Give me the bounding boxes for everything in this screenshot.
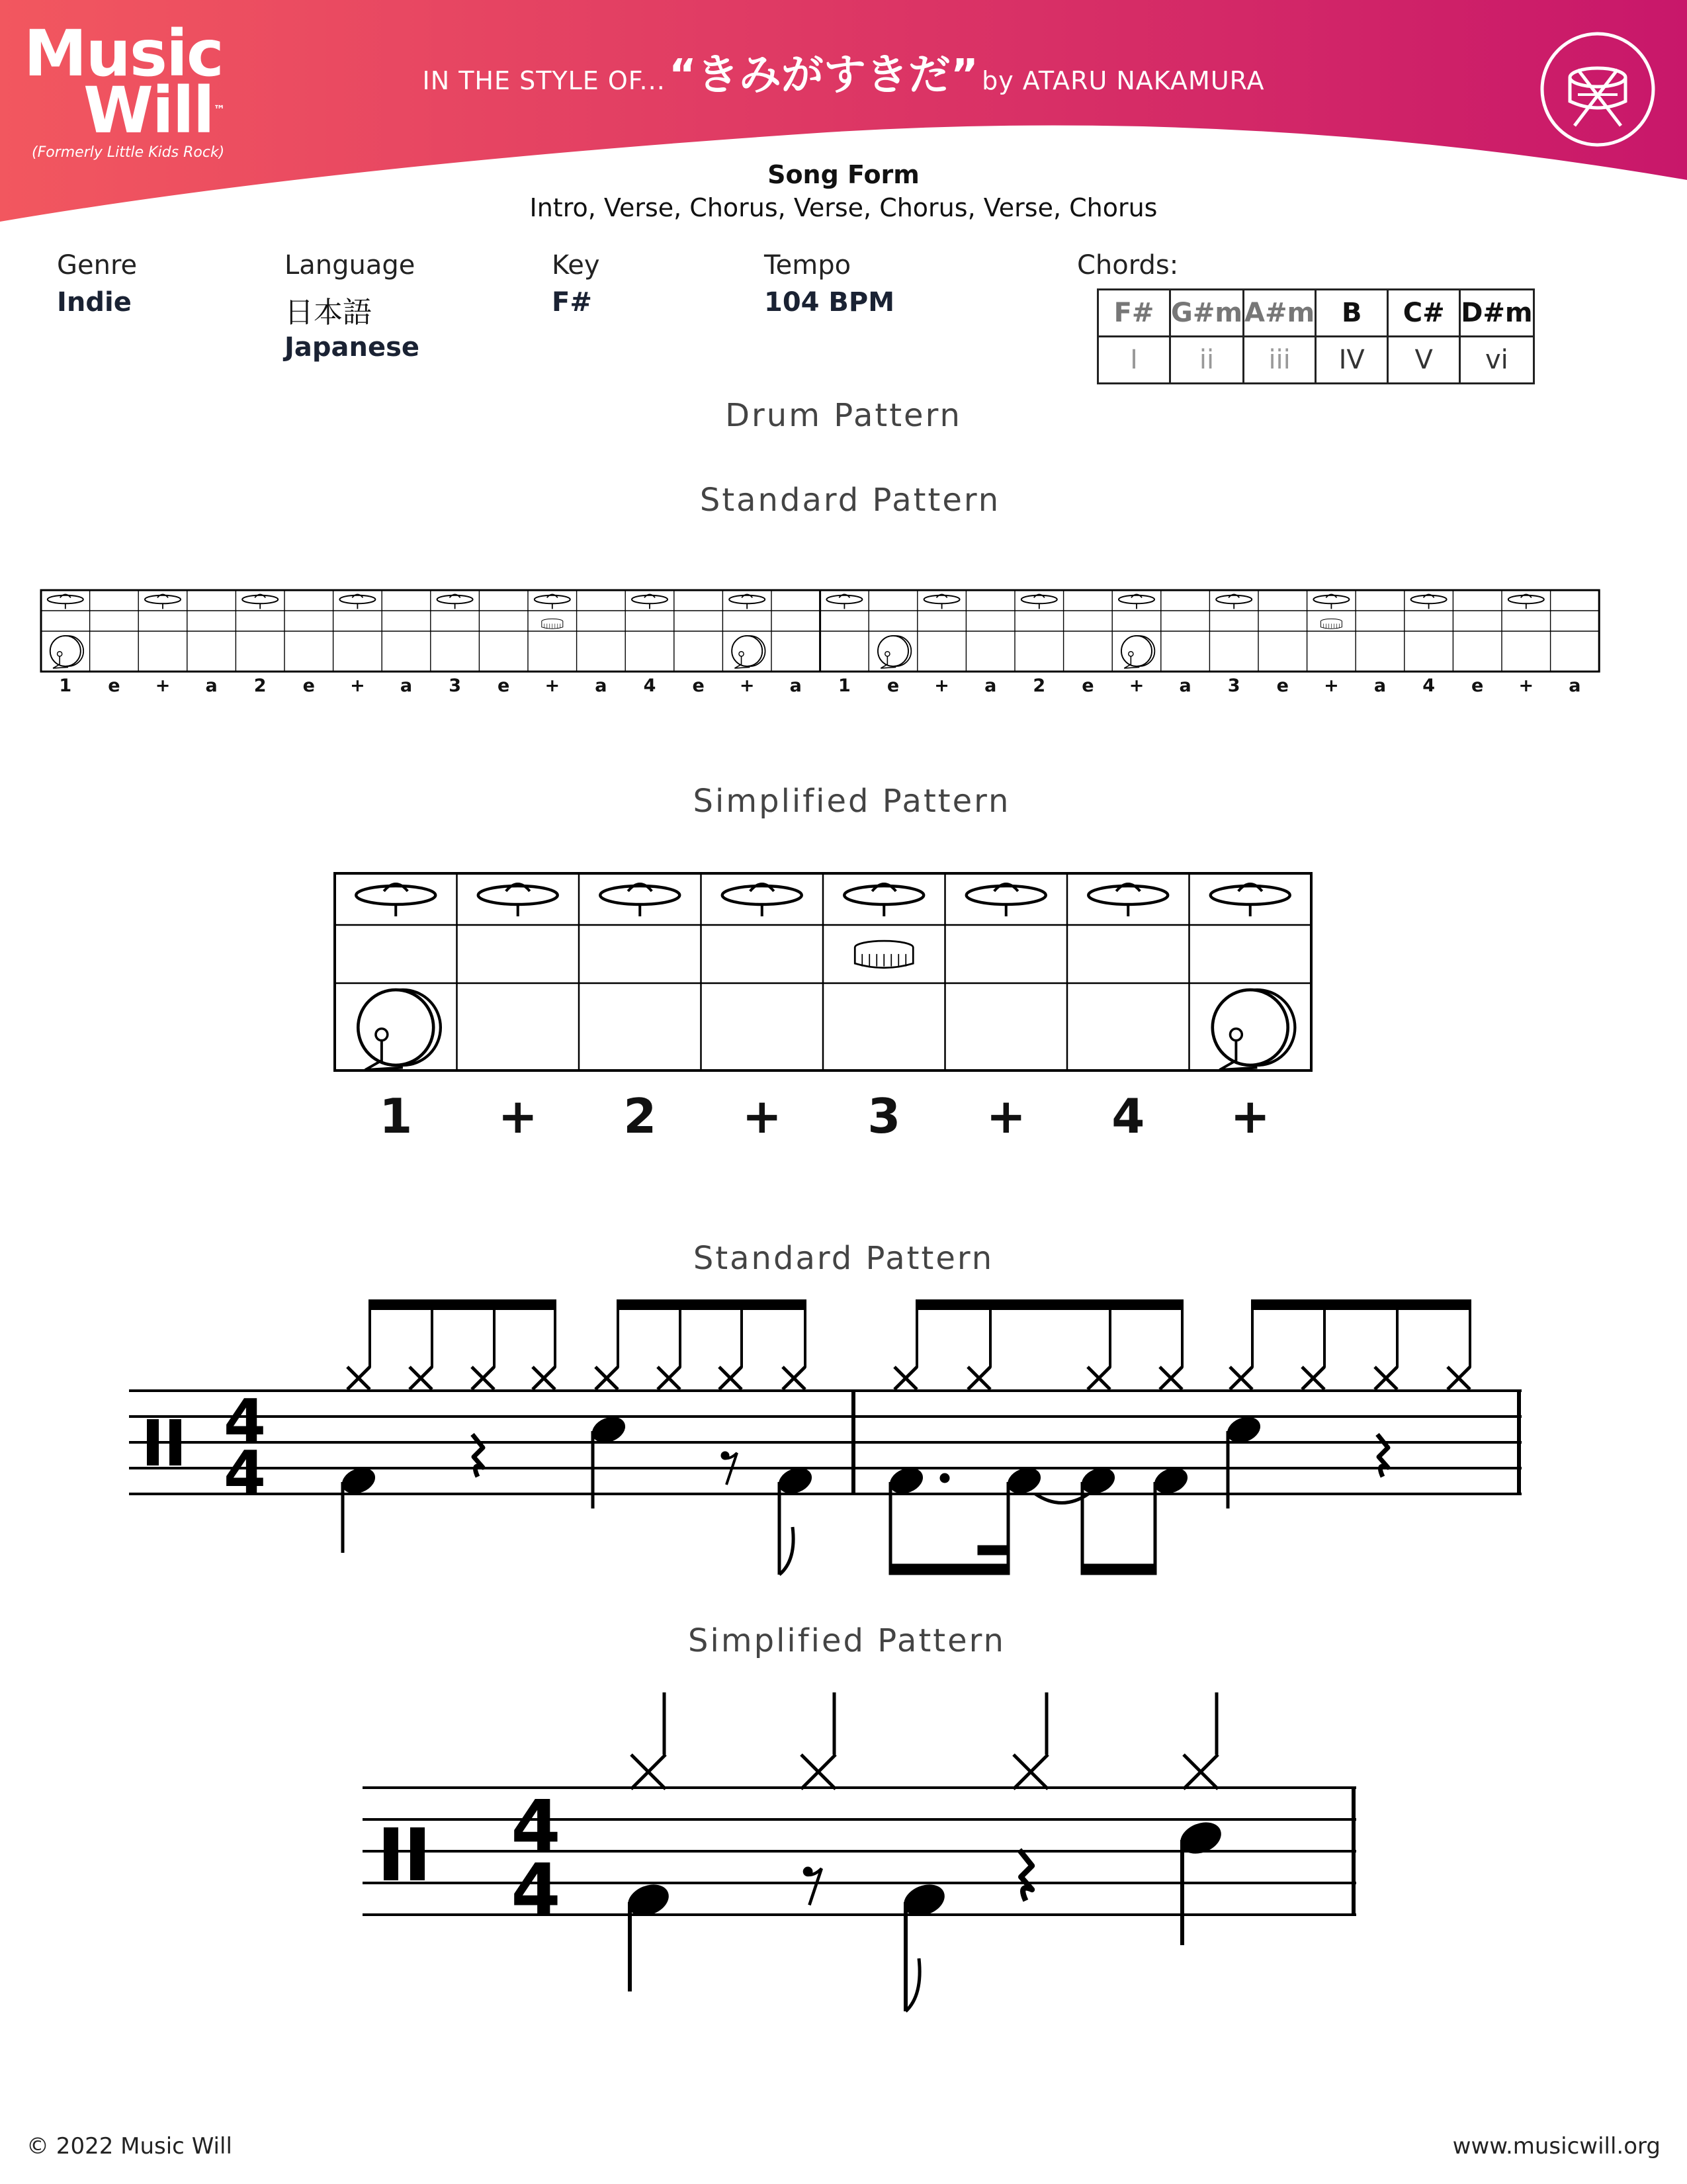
style-prefix: IN THE STYLE OF... — [422, 66, 666, 95]
count-label: e — [692, 676, 705, 696]
language-label: Language — [284, 250, 415, 281]
time-signature — [224, 1386, 266, 1508]
key-label: Key — [552, 250, 600, 281]
chord-numeral: V — [1388, 337, 1460, 384]
svg-text:4: 4 — [223, 1438, 267, 1508]
hihat-note — [595, 1302, 618, 1389]
chord-name: G#m — [1170, 290, 1244, 337]
tempo-value: 104 BPM — [764, 287, 895, 318]
chord-numeral: IV — [1316, 337, 1388, 384]
hihat-note — [783, 1302, 805, 1389]
svg-text:4: 4 — [511, 1849, 561, 1932]
chord-numeral-row — [1098, 337, 1534, 384]
beam — [368, 1299, 556, 1310]
count-label: a — [1373, 676, 1387, 696]
count-label: 2 — [253, 676, 267, 696]
svg-text:4: 4 — [223, 1386, 267, 1457]
copyright: © 2022 Music Will — [26, 2133, 232, 2160]
count-label: a — [205, 676, 218, 696]
count-label: e — [1082, 676, 1094, 696]
standard-pattern-notation — [0, 1284, 1687, 1588]
kick-note — [886, 1463, 927, 1568]
kick-note — [899, 1879, 949, 2011]
beam — [978, 1546, 1010, 1555]
chord-name: D#m — [1460, 290, 1534, 337]
chord-table — [1097, 288, 1535, 384]
simplified-pattern-grid — [0, 867, 1687, 1145]
standard-grid-heading: Standard Pattern — [699, 482, 1001, 519]
count-label: e — [302, 676, 315, 696]
count-label: 3 — [867, 1088, 901, 1144]
simplified-pattern-notation — [0, 1681, 1687, 2025]
chord-numeral: I — [1098, 337, 1170, 384]
chords-label: Chords: — [1077, 250, 1179, 281]
count-label: + — [934, 676, 949, 696]
snare-note — [1176, 1817, 1226, 1945]
kick-note — [338, 1463, 379, 1553]
chord-numeral: vi — [1460, 337, 1534, 384]
count-label: + — [739, 676, 755, 696]
hihat-note — [410, 1302, 432, 1389]
count-label: a — [789, 676, 802, 696]
count-label: + — [497, 1088, 538, 1144]
song-title: “きみがすきだ” — [668, 51, 978, 100]
count-label: a — [400, 676, 413, 696]
count-label: + — [986, 1088, 1026, 1144]
hihat-note — [658, 1302, 680, 1389]
count-label: + — [1129, 676, 1145, 696]
tie — [1035, 1494, 1088, 1503]
count-label: + — [1324, 676, 1339, 696]
dot — [940, 1473, 949, 1483]
quarter-rest — [1377, 1434, 1388, 1477]
kick-note — [775, 1463, 816, 1575]
beam — [617, 1299, 806, 1310]
count-label: e — [108, 676, 120, 696]
time-signature — [511, 1786, 560, 1932]
drum-pattern-heading: Drum Pattern — [725, 397, 962, 434]
count-label: + — [742, 1088, 782, 1144]
count-label: e — [1471, 676, 1484, 696]
simplified-grid-heading: Simplified Pattern — [693, 783, 1011, 820]
count-label: e — [887, 676, 900, 696]
hihat-note — [801, 1692, 836, 1789]
count-label: a — [984, 676, 997, 696]
hihat-note — [1302, 1302, 1324, 1389]
hihat-note — [894, 1302, 917, 1389]
chord-name: F# — [1098, 290, 1170, 337]
song-form-label: Song Form — [767, 160, 920, 189]
tempo-label: Tempo — [764, 250, 851, 281]
svg-text:4: 4 — [511, 1786, 561, 1868]
count-label: a — [595, 676, 607, 696]
beam — [916, 1299, 1184, 1310]
count-label: 1 — [59, 676, 72, 696]
simplified-notation-heading: Simplified Pattern — [688, 1622, 1006, 1659]
header-banner — [0, 0, 1687, 225]
hihat-note — [1014, 1692, 1048, 1789]
kick-note — [1078, 1463, 1119, 1568]
hihat-note — [1184, 1692, 1218, 1789]
beam — [1081, 1564, 1156, 1575]
chord-name: A#m — [1244, 290, 1316, 337]
count-label: a — [1569, 676, 1581, 696]
kick-note — [1150, 1463, 1191, 1568]
logo-word-music: Music — [24, 17, 223, 91]
chord-numeral: ii — [1170, 337, 1244, 384]
genre-label: Genre — [57, 250, 138, 281]
chord-name-row — [1098, 290, 1534, 337]
logo-trademark: ™ — [213, 103, 224, 117]
count-label: 1 — [838, 676, 851, 696]
song-title-line — [0, 41, 1687, 102]
hihat-note — [472, 1302, 494, 1389]
standard-notation-heading: Standard Pattern — [693, 1240, 994, 1277]
snare-icon — [542, 619, 563, 629]
count-label: 3 — [449, 676, 461, 696]
hihat-note — [1375, 1302, 1397, 1389]
count-label: 4 — [1422, 676, 1435, 696]
count-label: + — [544, 676, 560, 696]
hihat-note — [1160, 1302, 1182, 1389]
hihat-note — [968, 1302, 990, 1389]
count-label: + — [350, 676, 365, 696]
artist-name: by ATARU NAKAMURA — [982, 66, 1265, 95]
count-label: 4 — [643, 676, 656, 696]
count-label: e — [497, 676, 510, 696]
count-label: 3 — [1227, 676, 1240, 696]
language-value: Japanese — [284, 332, 420, 363]
count-label: 4 — [1111, 1088, 1145, 1144]
website-link[interactable]: www.musicwill.org — [1452, 2133, 1661, 2160]
logo-word-will: Will — [83, 73, 214, 148]
quarter-rest — [1019, 1850, 1032, 1901]
chord-name: C# — [1388, 290, 1460, 337]
count-label: a — [1179, 676, 1191, 696]
count-label: + — [155, 676, 171, 696]
snare-icon — [1320, 619, 1342, 629]
hihat-note — [347, 1302, 370, 1389]
hihat-note — [1230, 1302, 1252, 1389]
hihat-note — [533, 1302, 555, 1389]
beam — [889, 1564, 1010, 1575]
chord-name: B — [1316, 290, 1388, 337]
count-label: 2 — [623, 1088, 657, 1144]
key-value: F# — [552, 287, 592, 318]
logo-tagline: (Formerly Little Kids Rock) — [32, 144, 225, 161]
count-label: + — [1230, 1088, 1270, 1144]
percussion-clef — [384, 1827, 425, 1880]
count-label: 2 — [1033, 676, 1046, 696]
quarter-rest — [472, 1434, 483, 1477]
chord-numeral: iii — [1244, 337, 1316, 384]
song-form-value: Intro, Verse, Chorus, Verse, Chorus, Verse, Chorus — [529, 193, 1158, 222]
standard-pattern-grid — [0, 582, 1687, 701]
hihat-note — [1448, 1302, 1470, 1389]
drum-icon — [1538, 30, 1657, 149]
beam — [1251, 1299, 1471, 1310]
hihat-note — [719, 1302, 742, 1389]
genre-value: Indie — [57, 287, 132, 318]
hihat-notes — [347, 1299, 1471, 1389]
count-label: + — [1518, 676, 1534, 696]
staff-lines — [129, 1391, 1522, 1494]
eighth-rest — [803, 1867, 822, 1905]
hihat-note — [1088, 1302, 1110, 1389]
count-label: 1 — [379, 1088, 413, 1144]
hihat-note — [631, 1692, 666, 1789]
kick-note — [623, 1879, 673, 1991]
count-label: e — [1276, 676, 1289, 696]
language-native: 日本語 — [284, 296, 372, 329]
snare-icon — [855, 941, 913, 968]
